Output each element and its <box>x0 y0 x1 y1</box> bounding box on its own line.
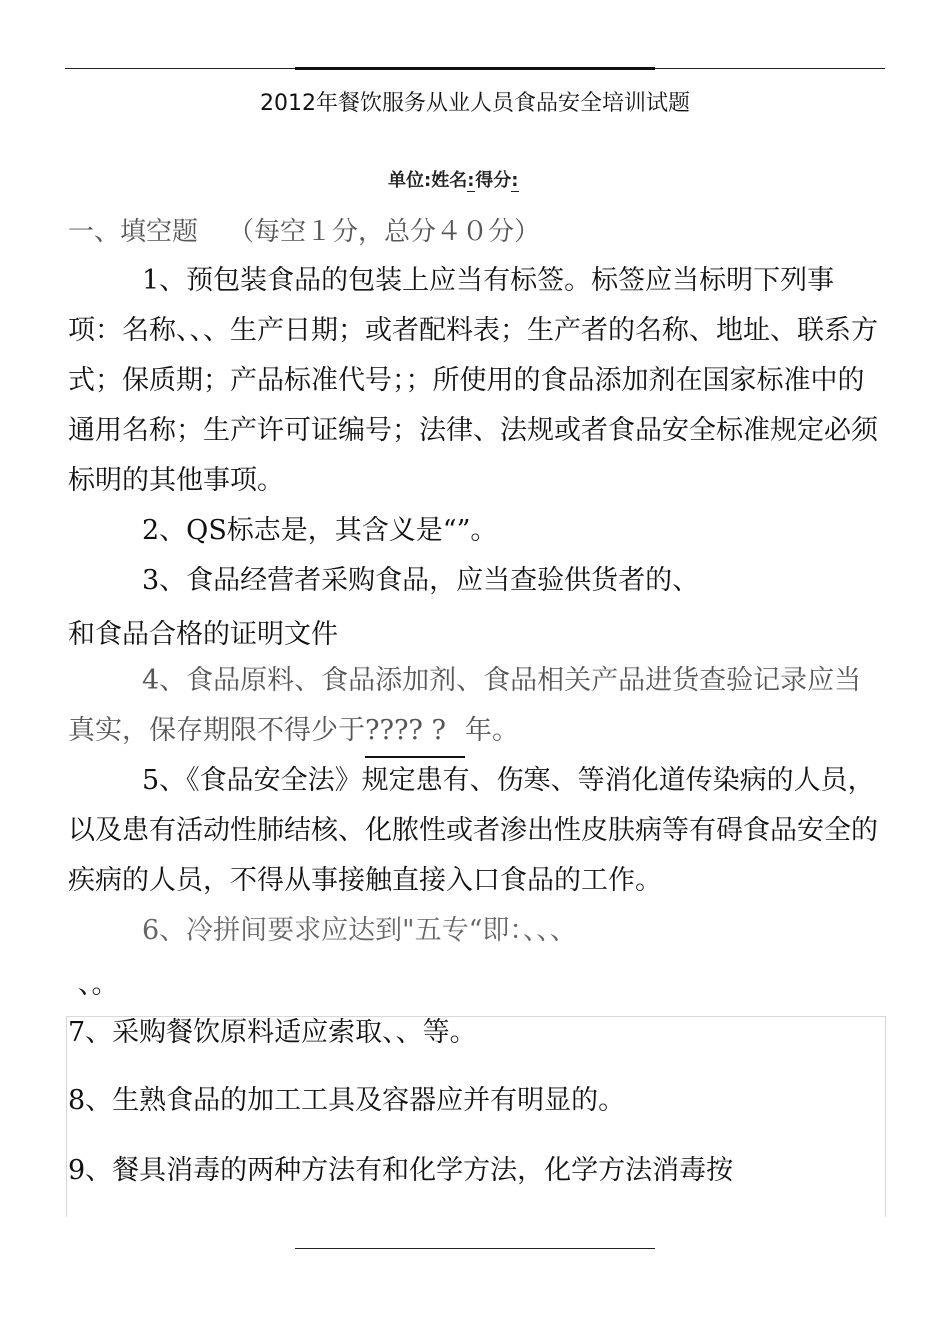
footer-rule <box>295 1248 655 1249</box>
section-note: （每空１分，总分４０分） <box>228 217 541 247</box>
section-heading <box>68 211 540 248</box>
question-7: 7、采购餐饮原料适应索取、、等。 <box>68 1017 477 1048</box>
question-2: 2、QS标志是，其含义是“”。 <box>142 515 498 546</box>
question-4-text: 4、食品原料、食品添加剂、食品相关产品进货查验记录应当真实，保存期限不得少于 <box>68 665 862 746</box>
question-1: 1、预包装食品的包装上应当有标签。标签应当标明下列事项：名称、、、生产日期；或者配料表；生产者的名称、地址、联系方式；保质期；产品标准代号；；所使用的食品添加剂在国家标准中的通用名称；生产许可证编号；法律、法规或者食品安全标准规定必须标明的其他事项。 <box>68 265 878 496</box>
name-label: 姓名 <box>431 170 468 191</box>
question-5: 5、《食品安全法》规定患有、伤寒、等消化道传染病的人员，以及患有活动性肺结核、化脓性或者渗出性皮肤病等有碍食品安全的疾病的人员，不得从事接触直接入口食品的工作。 <box>68 765 878 896</box>
score-label: 得分 <box>475 170 512 191</box>
unit-label: 单位 <box>388 170 424 191</box>
score-blank: : <box>511 170 519 191</box>
question-4 <box>68 656 888 758</box>
question-4-blank: ???? ? <box>365 706 465 758</box>
question-9: 9、餐具消毒的两种方法有和化学方法，化学方法消毒按 <box>68 1155 734 1186</box>
question-4-end: 年。 <box>465 715 519 746</box>
header-rule-accent <box>295 67 655 70</box>
question-8: 8、生熟食品的加工工具及容器应并有明显的。 <box>68 1085 626 1116</box>
question-6-line-1: 6、冷拼间要求应达到"五专“即：、、、 <box>142 915 577 946</box>
question-6-line-2: 、。 <box>78 969 119 1000</box>
document-title: 2012年餐饮服务从业人员食品安全培训试题 <box>260 91 690 116</box>
name-blank: : <box>467 170 475 191</box>
question-3-line-1: 3、食品经营者采购食品，应当查验供货者的、 <box>142 565 700 596</box>
question-3-line-2: 和食品合格的证明文件 <box>68 619 338 650</box>
info-line: 单位:姓名:得分: <box>388 170 519 191</box>
section-title: 一、填空题 <box>68 217 199 247</box>
